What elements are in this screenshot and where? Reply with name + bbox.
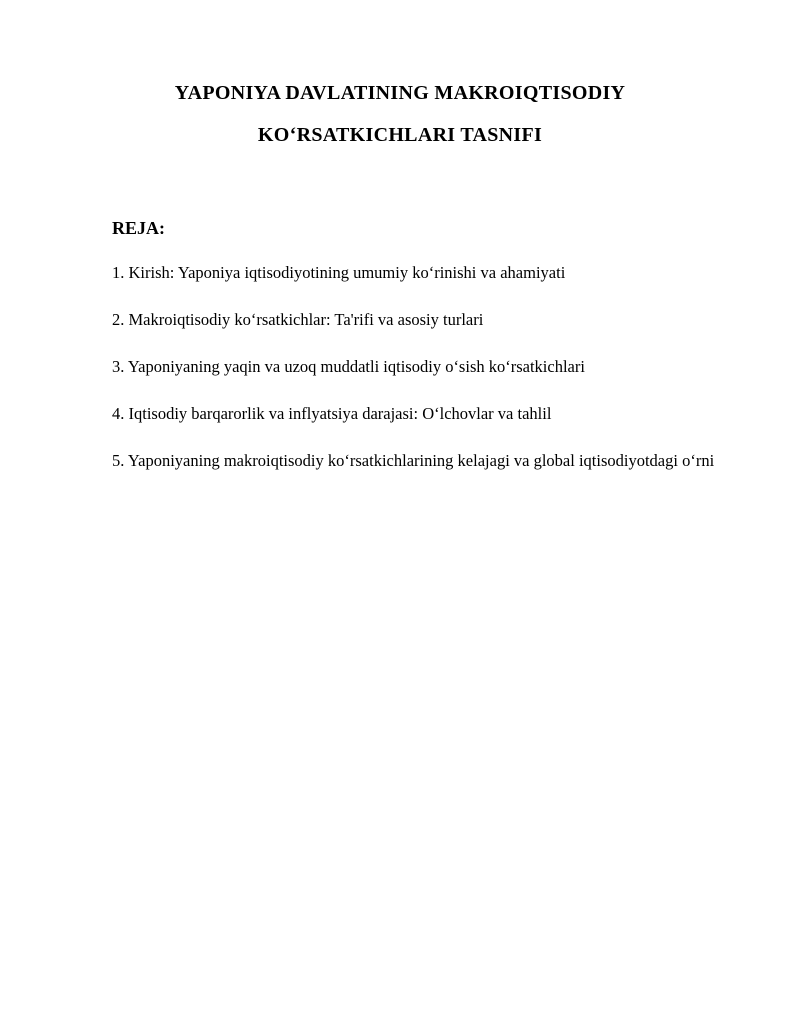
plan-item-3: 3. Yaponiyaning yaqin va uzoq muddatli iqtisodiy oʻsish koʻrsatkichlari [112, 357, 585, 376]
plan-item-4: 4. Iqtisodiy barqarorlik va inflyatsiya darajasi: Oʻlchovlar va tahlil [112, 404, 552, 423]
plan-heading: REJA: [112, 218, 165, 238]
document-title [90, 0, 710, 156]
plan-item-2: 2. Makroiqtisodiy koʻrsatkichlar: Ta'rifi va asosiy turlari [112, 310, 484, 329]
plan-item-5: 5. Yaponiyaning makroiqtisodiy koʻrsatkichlarining kelajagi va global iqtisodiyotdagi oʻrni [112, 451, 715, 470]
document-title-line-2: KOʻRSATKICHLARI TASNIFI [257, 124, 543, 146]
document-title-line-1: YAPONIYA DAVLATINING MAKROIQTISODIY [174, 82, 626, 104]
document-body [0, 156, 800, 474]
plan-item-1: 1. Kirish: Yaponiya iqtisodiyotining umumiy koʻrinishi va ahamiyati [112, 263, 566, 282]
